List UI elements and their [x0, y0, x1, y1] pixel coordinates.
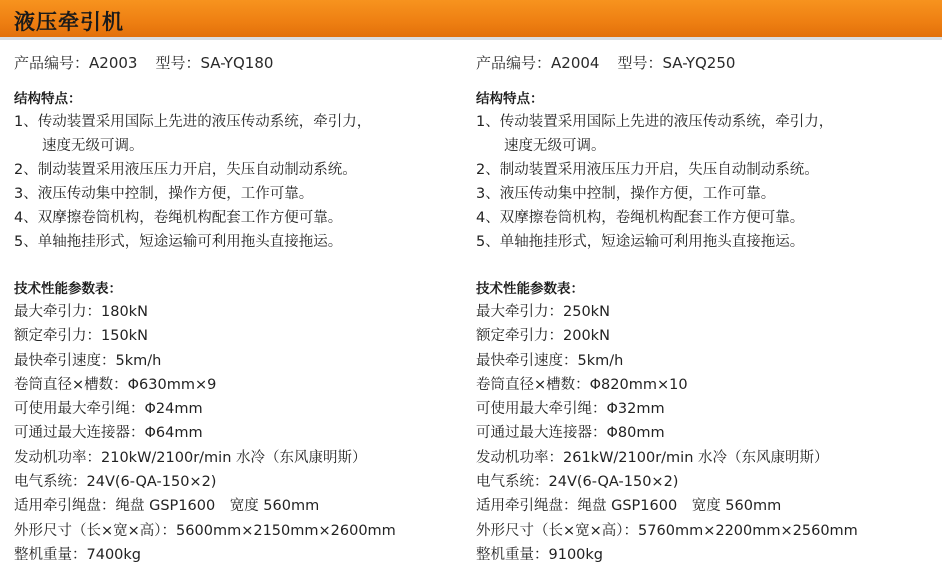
- model-label: 型号：: [155, 54, 201, 72]
- feature-item: 5、单轴拖挂形式，短途运输可利用拖头直接拖运。: [14, 234, 343, 250]
- spec-max-speed: 最快牵引速度：5km/h: [14, 352, 162, 369]
- spec-max-rope: 可使用最大牵引绳：Φ24mm: [14, 401, 203, 418]
- features-list: [476, 110, 926, 254]
- spec-weight: 整机重量：7400kg: [14, 546, 142, 563]
- feature-item: 3、液压传动集中控制，操作方便，工作可靠。: [14, 186, 314, 202]
- spec-electrical: 电气系统：24V(6-QA-150×2): [476, 474, 679, 491]
- page-header: [0, 0, 942, 40]
- spec-max-connector: 可通过最大连接器：Φ64mm: [14, 425, 203, 442]
- feature-item: 1、传动装置采用国际上先进的液压传动系统，牵引力，: [14, 114, 372, 130]
- product-code-label: 产品编号：: [476, 54, 552, 72]
- spec-dimensions: 外形尺寸（长×宽×高）：5760mm×2200mm×2560mm: [476, 522, 858, 539]
- spec-engine-power: 发动机功率：261kW/2100r/min 水冷（东风康明斯）: [476, 449, 829, 466]
- product-card-a2003: [14, 52, 464, 567]
- feature-item: 5、单轴拖挂形式，短途运输可利用拖头直接拖运。: [476, 234, 805, 250]
- features-heading: 结构特点：: [14, 91, 82, 107]
- spec-rated-pull: 额定牵引力：150kN: [14, 328, 148, 345]
- features-list: [14, 110, 464, 254]
- spec-max-rope: 可使用最大牵引绳：Φ32mm: [476, 401, 665, 418]
- model-label: 型号：: [617, 54, 663, 72]
- specs-heading: 技术性能参数表：: [476, 281, 584, 297]
- product-code: A2004: [551, 54, 600, 72]
- spec-dimensions: 外形尺寸（长×宽×高）：5600mm×2150mm×2600mm: [14, 522, 396, 539]
- specs-list: [476, 300, 926, 567]
- spec-max-speed: 最快牵引速度：5km/h: [476, 352, 624, 369]
- feature-item: 4、双摩擦卷筒机构，卷绳机构配套工作方便可靠。: [476, 210, 805, 226]
- feature-item: 2、制动装置采用液压压力开启，失压自动制动系统。: [14, 162, 357, 178]
- feature-item: 4、双摩擦卷筒机构，卷绳机构配套工作方便可靠。: [14, 210, 343, 226]
- feature-item: 3、液压传动集中控制，操作方便，工作可靠。: [476, 186, 776, 202]
- features-heading: 结构特点：: [476, 91, 544, 107]
- spec-max-connector: 可通过最大连接器：Φ80mm: [476, 425, 665, 442]
- spec-drum: 卷筒直径×槽数：Φ630mm×9: [14, 376, 217, 393]
- product-id-line: [476, 52, 926, 74]
- specs-heading: 技术性能参数表：: [14, 281, 122, 297]
- spec-weight: 整机重量：9100kg: [476, 546, 604, 563]
- feature-item-continuation: 速度无级可调。: [42, 138, 144, 154]
- model-number: SA-YQ250: [662, 54, 736, 72]
- feature-item: 1、传动装置采用国际上先进的液压传动系统，牵引力，: [476, 114, 834, 130]
- product-card-a2004: [476, 52, 926, 567]
- spec-rated-pull: 额定牵引力：200kN: [476, 328, 610, 345]
- page-title: 液压牵引机: [14, 10, 124, 34]
- product-id-line: [14, 52, 464, 74]
- specs-list: [14, 300, 464, 567]
- spec-max-pull: 最大牵引力：250kN: [476, 304, 610, 320]
- spec-electrical: 电气系统：24V(6-QA-150×2): [14, 474, 217, 491]
- feature-item: 2、制动装置采用液压压力开启，失压自动制动系统。: [476, 162, 819, 178]
- spec-drum: 卷筒直径×槽数：Φ820mm×10: [476, 376, 688, 393]
- model-number: SA-YQ180: [200, 54, 274, 72]
- product-code-label: 产品编号：: [14, 54, 90, 72]
- spec-rope-reel: 适用牵引绳盘：绳盘 GSP1600 宽度 560mm: [14, 498, 320, 515]
- spec-max-pull: 最大牵引力：180kN: [14, 304, 148, 320]
- spec-rope-reel: 适用牵引绳盘：绳盘 GSP1600 宽度 560mm: [476, 498, 782, 515]
- feature-item-continuation: 速度无级可调。: [504, 138, 606, 154]
- spec-engine-power: 发动机功率：210kW/2100r/min 水冷（东风康明斯）: [14, 449, 367, 466]
- product-code: A2003: [89, 54, 138, 72]
